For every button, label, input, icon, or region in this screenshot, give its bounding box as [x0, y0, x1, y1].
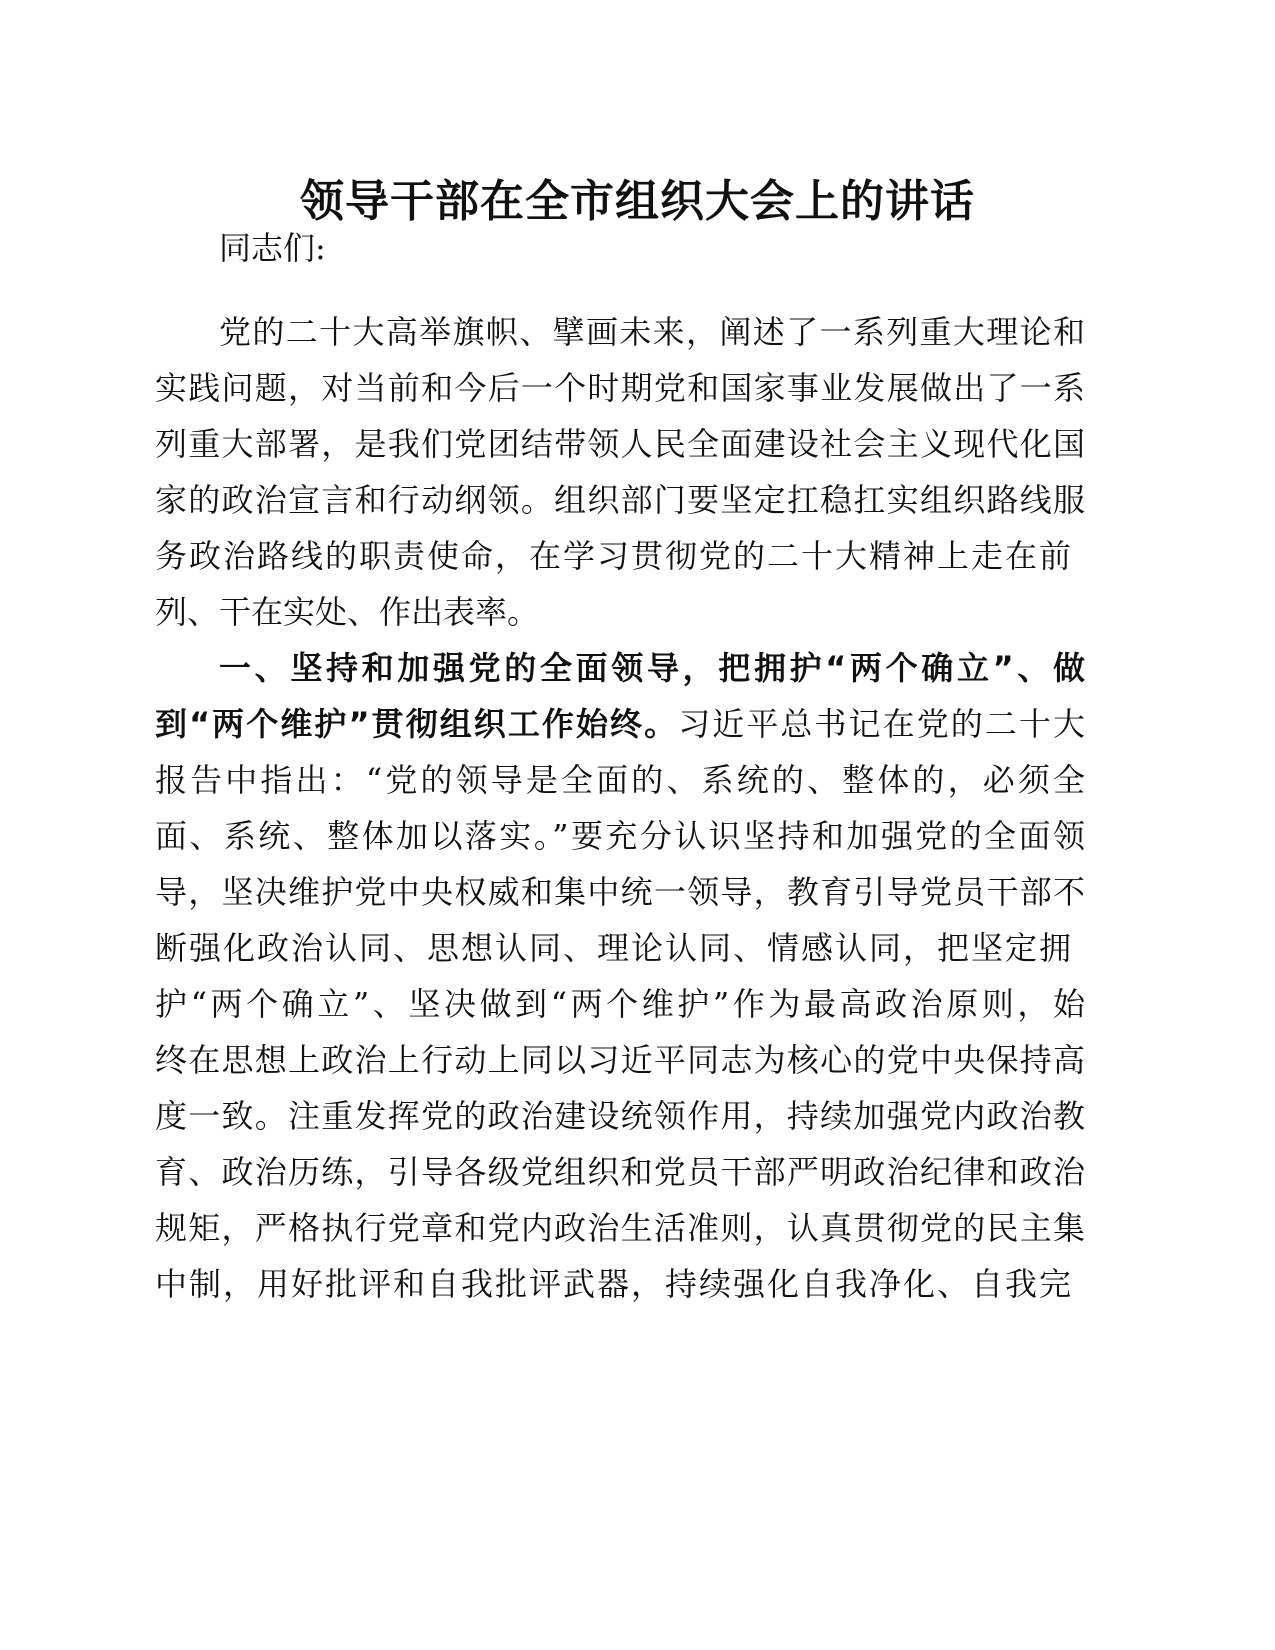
- paragraph-1-line-1: 党的二十大高举旗帜、擘画未来，阐述了一系列重大理论和: [219, 313, 1085, 351]
- document-title: 领导干部在全市组织大会上的讲话: [300, 176, 975, 227]
- section-1-heading-line-2: 到“两个维护”贯彻组织工作始终。: [155, 705, 679, 743]
- section-1-line-4: 面、系统、整体加以落实。”要充分认识坚持和加强党的全面领: [155, 817, 1085, 855]
- section-1-line-6: 断强化政治认同、思想认同、理论认同、情感认同，把坚定拥: [155, 929, 1074, 967]
- section-1-line-2-rest: 习近平总书记在党的二十大: [678, 705, 1085, 743]
- section-1-line-10: 育、政治历练，引导各级党组织和党员干部严明政治纪律和政治: [155, 1153, 1085, 1191]
- paragraph-1-line-2: 实践问题，对当前和今后一个时期党和国家事业发展做出了一系: [155, 369, 1085, 407]
- section-1-line-8: 终在思想上政治上行动上同以习近平同志为核心的党中央保持高: [155, 1041, 1085, 1079]
- section-1-line-7: 护“两个确立”、坚决做到“两个维护”作为最高政治原则，始: [155, 985, 1085, 1023]
- section-1-line-11: 规矩，严格执行党章和党内政治生活准则，认真贯彻党的民主集: [155, 1209, 1085, 1247]
- salutation: 同志们:: [219, 229, 326, 267]
- section-1-line-3: 报告中指出：“党的领导是全面的、系统的、整体的，必须全: [155, 761, 1085, 799]
- section-1-line-9: 度一致。注重发挥党的政治建设统领作用，持续加强党内政治教: [155, 1097, 1085, 1135]
- paragraph-1-line-4: 家的政治宣言和行动纲领。组织部门要坚定扛稳扛实组织路线服: [155, 481, 1085, 519]
- section-1-line-5: 导，坚决维护党中央权威和集中统一领导，教育引导党员干部不: [155, 873, 1085, 911]
- section-1-heading-line-1: 一、坚持和加强党的全面领导，把拥护“两个确立”、做: [219, 649, 1085, 687]
- section-1-line-2: [155, 704, 1085, 744]
- paragraph-1-line-5: 务政治路线的职责使命，在学习贯彻党的二十大精神上走在前: [155, 537, 1074, 575]
- section-1-line-12: 中制，用好批评和自我批评武器，持续强化自我净化、自我完: [155, 1265, 1074, 1303]
- paragraph-1-line-6: 列、干在实处、作出表率。: [155, 593, 540, 631]
- paragraph-1-line-3: 列重大部署，是我们党团结带领人民全面建设社会主义现代化国: [155, 425, 1085, 463]
